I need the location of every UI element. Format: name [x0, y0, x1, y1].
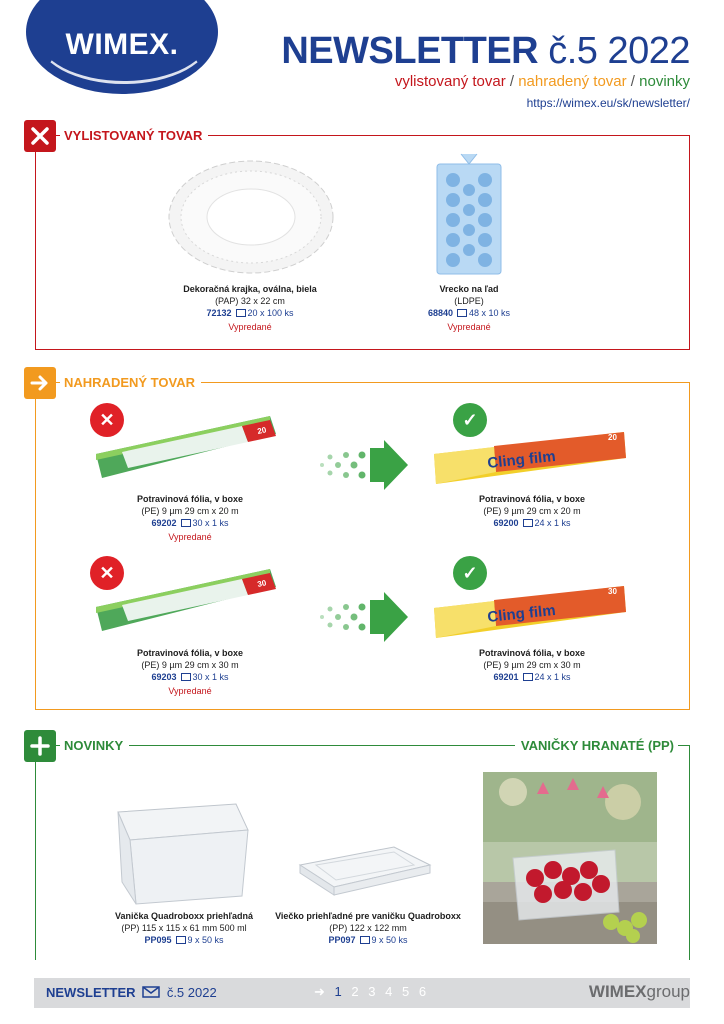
page-link-5[interactable]: 5	[401, 984, 413, 999]
page-link-6[interactable]: 6	[418, 984, 430, 999]
product-caption: Potravinová fólia, v boxe (PE) 9 µm 29 cm x 20 m 69202 30 x 1 ks Vypredané	[110, 493, 270, 543]
replacement-arrow-icon	[316, 592, 408, 642]
title-word: NEWSLETTER	[281, 30, 539, 72]
product-caption: Dekoračná krajka, oválna, biela (PAP) 32 x 22 cm 72132 20 x 100 ks Vypredané	[160, 283, 340, 333]
product-code: 69201	[493, 672, 519, 682]
product-caption: Potravinová fólia, v boxe (PE) 9 µm 29 cm x 30 m 69201 24 x 1 ks	[478, 648, 586, 682]
wimex-logo[interactable]	[26, 0, 218, 94]
product-code: PP095	[144, 935, 172, 945]
plus-icon	[24, 730, 56, 762]
newsletter-url-link[interactable]: https://wimex.eu/sk/newsletter/	[526, 96, 690, 110]
sold-out-status: Vypredané	[168, 686, 212, 696]
new-label: NOVINKY	[60, 738, 129, 753]
product-caption: Vanička Quadroboxx priehľadná (PP) 115 x 115 x 61 mm 500 ml PP095 9 x 50 ks	[114, 911, 253, 945]
page-link-4[interactable]: 4	[385, 984, 396, 999]
doily-image	[166, 158, 336, 276]
wimex-group-logo[interactable]: WIMEXgroup	[588, 982, 690, 1001]
subtitle-replaced: nahradený tovar	[518, 73, 627, 90]
cherries-in-tub-photo	[483, 772, 657, 944]
ice-bag-image	[433, 150, 505, 276]
category-label: VANIČKY HRANATÉ (PP)	[515, 738, 678, 753]
product-code: PP097	[328, 935, 356, 945]
footer-bar	[34, 978, 690, 1008]
package-icon	[523, 519, 533, 527]
box-size-label: 20	[256, 425, 268, 436]
product-caption: Potravinová fólia, v boxe (PE) 9 µm 29 cm x 20 m 69200 24 x 1 ks	[478, 494, 586, 528]
product-caption: Vrecko na ľad (LDPE) 68840 48 x 10 ks Vypredané	[384, 283, 554, 333]
package-icon	[457, 309, 467, 317]
delisted-section	[35, 135, 690, 350]
page-link-3[interactable]: 3	[368, 984, 379, 999]
replacement-arrow-icon	[316, 440, 408, 490]
box-size-label: 30	[256, 578, 268, 589]
page-link-1[interactable]: 1	[334, 984, 345, 999]
sold-out-status: Vypredané	[447, 322, 491, 332]
product-code: 69200	[493, 518, 519, 528]
arrow-right-icon	[24, 367, 56, 399]
discontinued-x-icon: ✕	[90, 556, 124, 590]
product-code: 69203	[151, 672, 177, 682]
discontinued-x-icon: ✕	[90, 403, 124, 437]
subtitle-new: novinky	[639, 73, 690, 90]
sold-out-status: Vypredané	[228, 322, 272, 332]
subtitle: vylistovaný tovar / nahradený tovar / novinky	[394, 73, 690, 90]
quadroboxx-lid-image	[294, 843, 434, 899]
package-icon	[181, 519, 191, 527]
logo-text: WIMEX.	[65, 28, 179, 61]
package-icon	[360, 936, 370, 944]
approved-check-icon: ✓	[453, 556, 487, 590]
package-icon	[176, 936, 186, 944]
cling-film-box-image	[432, 426, 628, 488]
approved-check-icon: ✓	[453, 403, 487, 437]
envelope-icon	[142, 986, 160, 998]
page-link-2[interactable]: 2	[351, 984, 362, 999]
x-icon	[24, 120, 56, 152]
sold-out-status: Vypredané	[168, 532, 212, 542]
newsletter-title	[281, 30, 690, 73]
box-title: Cling film	[486, 601, 557, 626]
product-code: 68840	[427, 308, 453, 318]
subtitle-delisted: vylistovaný tovar	[394, 73, 506, 90]
box-size-label: 30	[608, 587, 617, 596]
package-icon	[181, 673, 191, 681]
package-icon	[236, 309, 246, 317]
old-foil-box-image	[92, 565, 280, 635]
page-arrow-icon: ➜	[314, 984, 328, 999]
package-icon	[523, 673, 533, 681]
cling-film-box-image	[432, 580, 628, 642]
product-code: 69202	[151, 518, 177, 528]
replaced-label: NAHRADENÝ TOVAR	[60, 375, 201, 390]
page-navigation	[314, 984, 429, 1000]
footer-title: NEWSLETTER č.5 2022	[46, 985, 217, 1000]
box-size-label: 20	[608, 433, 617, 442]
product-caption: Potravinová fólia, v boxe (PE) 9 µm 29 cm x 30 m 69203 30 x 1 ks Vypredané	[110, 647, 270, 697]
title-number: č.5 2022	[548, 30, 690, 72]
old-foil-box-image	[92, 412, 280, 482]
box-title: Cling film	[486, 447, 557, 472]
product-code: 72132	[206, 308, 232, 318]
product-caption: Viečko priehľadné pre vaničku Quadroboxx (PP) 122 x 122 mm PP097 9 x 50 ks	[275, 911, 461, 945]
quadroboxx-tub-image	[112, 800, 252, 906]
delisted-label: VYLISTOVANÝ TOVAR	[60, 128, 208, 143]
